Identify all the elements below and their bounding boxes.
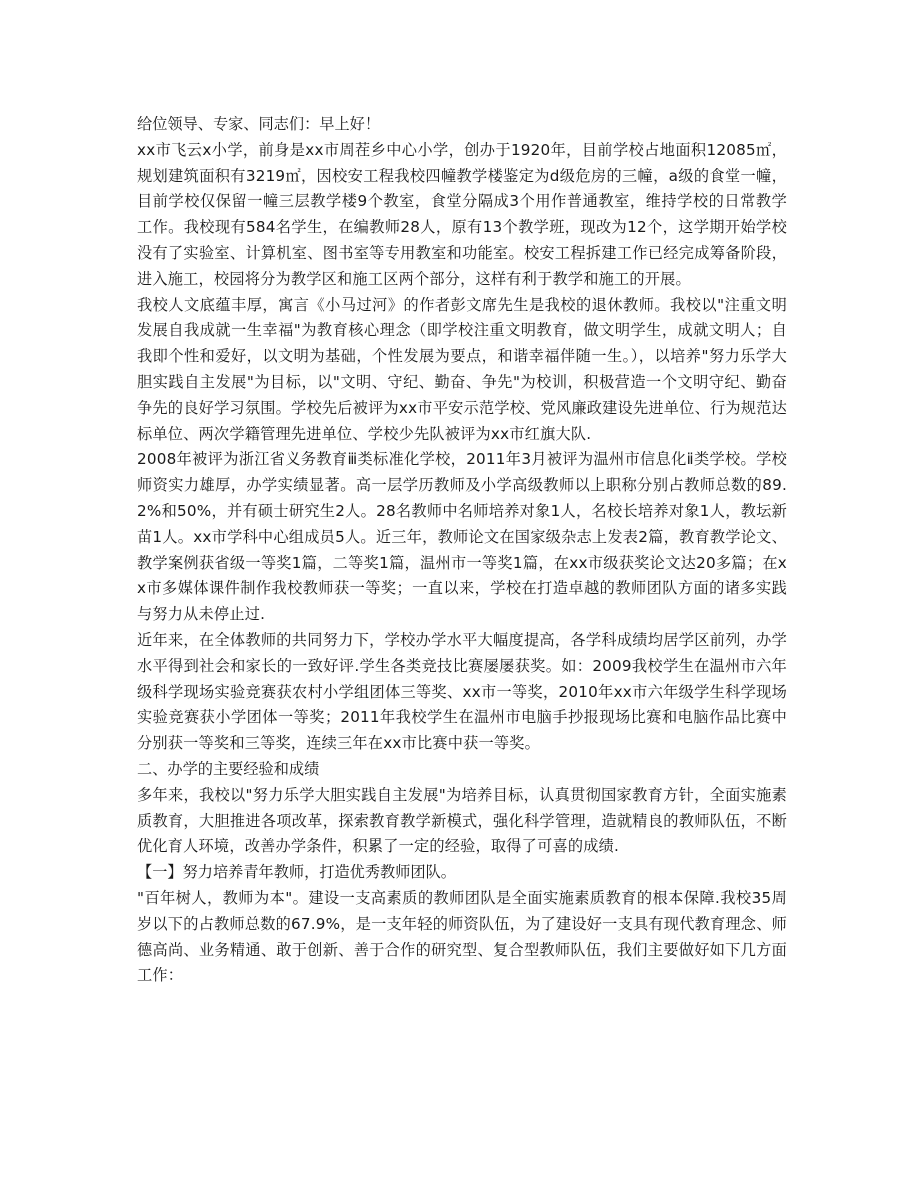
paragraph-student-awards: 近年来，在全体教师的共同努力下，学校办学水平大幅度提高，各学科成绩均居学区前列，办学水平得到社会和家长的一致好评.学生各类竞技比赛屡屡获奖。如：2009我校学生在温州市六年级科学现场实验竞赛获农村小学组团体三等奖、xx市一等奖，2010年xx市六年级学生科学现场实验竞赛获小学团体一等奖；2011年我校学生在温州市电脑手抄报现场比赛和电脑作品比赛中分别获一等奖和三等奖，连续三年在xx市比赛中获一等奖。 [137,630,787,753]
paragraph-school-overview: xx市飞云x小学，前身是xx市周茬乡中心小学，创办于1920年，目前学校占地面积12085㎡，规划建筑面积有3219㎡，因校安工程我校四幢教学楼鉴定为d级危房的三幢，a级的食堂一幢，目前学校仅保留一幢三层教学楼9个教室，食堂分隔成3个用作普通教室，维持学校的日常教学工作。我校现有584名学生，在编教师28人，原有13个教学班，现改为12个，这学期开始学校没有了实验室、计算机室、图书室等专用教室和功能室。校安工程拆建工作已经完成筹备阶段，进入施工，校园将分为教学区和施工区两个部分，这样有利于教学和施工的开展。 [137,140,787,288]
document-body [137,112,787,989]
subsection-heading: 【一】努力培养青年教师，打造优秀教师团队。 [137,863,456,882]
section-heading: 二、办学的主要经验和成绩 [137,759,320,778]
paragraph-school-culture: 我校人文底蕴丰厚，寓言《小马过河》的作者彭文席先生是我校的退休教师。我校以"注重文明发展自我成就一生幸福"为教育核心理念（即学校注重文明教育，做文明学生，成就文明人；自我即个性和爱好，以文明为基础，个性发展为要点，和谐幸福伴随一生。），以培养"努力乐学大胆实践自主发展"为目标，以"文明、守纪、勤奋、争先"为校训，积极营造一个文明守纪、勤奋争先的良好学习氛围。学校先后被评为xx市平安示范学校、党风廉政建设先进单位、行为规范达标单位、两次学籍管理先进单位、学校少先队被评为xx市红旗大队. [137,295,787,443]
paragraph-main-experience: 多年来，我校以"努力乐学大胆实践自主发展"为培养目标，认真贯彻国家教育方针，全面实施素质教育，大胆推进各项改革，探索教育教学新模式，强化科学管理，造就精良的教师队伍，不断优化育人环境，改善办学条件，积累了一定的经验，取得了可喜的成绩. [137,785,787,856]
paragraph-faculty-achievements: 2008年被评为浙江省义务教育ⅲ类标准化学校，2011年3月被评为温州市信息化ⅱ类学校。学校师资实力雄厚，办学实绩显著。高一层学历教师及小学高级教师以上职称分别占教师总数的89.2%和50%，并有硕士研究生2人。28名教师中名师培养对象1人，名校长培养对象1人，教坛新苗1人。xx市学科中心组成员5人。近三年，教师论文在国家级杂志上发表2篇，教育教学论文、教学案例获省级一等奖1篇，二等奖1篇，温州市一等奖1篇，在xx市级获奖论文达20多篇；在xx市多媒体课件制作我校教师获一等奖；一直以来，学校在打造卓越的教师团队方面的诸多实践与努力从未停止过. [137,450,787,624]
paragraph-teacher-team: "百年树人，教师为本"。建设一支高素质的教师团队是全面实施素质教育的根本保障.我校35周岁以下的占教师总数的67.9%，是一支年轻的师资队伍，为了建设好一支具有现代教育理念、师德高尚、业务精通、敢于创新、善于合作的研究型、复合型教师队伍，我们主要做好如下几方面工作： [137,888,787,985]
greeting: 给位领导、专家、同志们：早上好！ [137,115,380,133]
